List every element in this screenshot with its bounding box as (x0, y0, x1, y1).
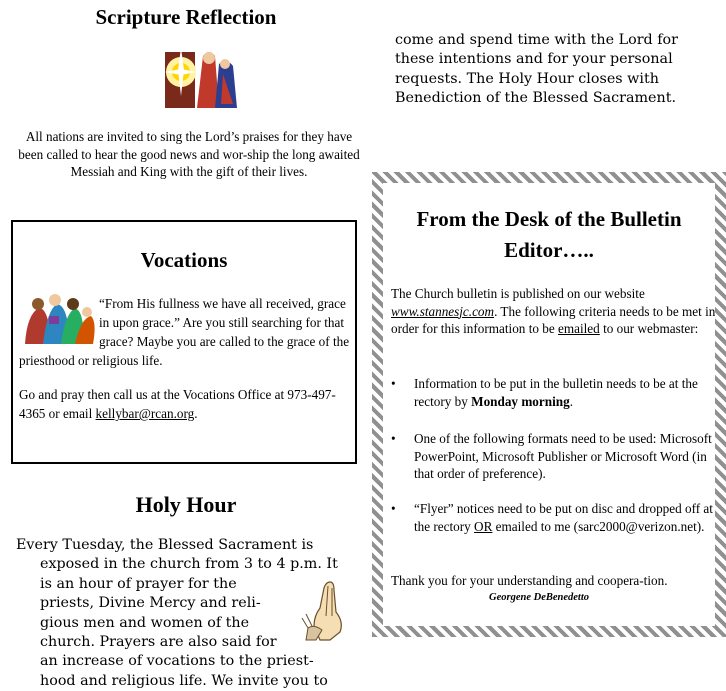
editor-intro-prefix: The Church bulletin is published on our website (391, 286, 645, 301)
holy-hour-title: Holy Hour (135, 492, 237, 517)
bullet-icon: • (391, 431, 396, 446)
holy-hour-line: gious men and women of the (40, 614, 250, 631)
bullet-icon: • (391, 376, 396, 391)
editor-bullet-1 (414, 375, 724, 410)
editor-email-link[interactable]: (sarc2000@verizon.net) (573, 518, 702, 534)
holy-hour-continued-line: Benediction of the Blessed Sacrament. (395, 90, 677, 107)
holy-hour-continued-line: come and spend time with the Lord for (395, 32, 678, 48)
scripture-clipart-icon (163, 44, 241, 110)
vocations-box (11, 220, 357, 464)
vocations-contact-text: Go and pray then call us at the Vocations Office at 973-497-4365 or email (19, 387, 336, 421)
editor-title: From the Desk of the Bulletin Editor….. (416, 207, 682, 262)
website-link[interactable]: www.stannesjc.com (391, 303, 495, 319)
scripture-reflection-text: All nations are invited to sing the Lord’s praises for they have been called to hear the good news and wor-ship the long awaited Messiah and King with the gift of their lives. (18, 129, 360, 179)
holy-hour-continued-line: these intentions and for your personal (395, 51, 673, 68)
holy-hour-line: an increase of vocations to the priest- (40, 653, 314, 670)
vocations-paragraph-2 (19, 385, 353, 423)
editor-intro-middle: . The following criteria needs to be met in order for this information to be (391, 303, 716, 336)
holy-hour-line: Every Tuesday, the Blessed Sacrament is (16, 537, 314, 553)
editor-bullet-3 (414, 500, 724, 535)
editor-signature: Georgene DeBenedetto (489, 592, 590, 603)
holy-hour-line: hood and religious life. We invite you to (40, 672, 328, 689)
holy-hour-continued-text (395, 31, 715, 109)
bullet-3-suffix: . (701, 518, 705, 534)
editor-intro-suffix: to our webmaster: (599, 321, 699, 336)
holy-hour-line: priests, Divine Mercy and reli- (40, 595, 261, 612)
bullet-icon: • (391, 501, 396, 516)
bullet-3-or: OR (474, 518, 493, 534)
bullet-1-deadline: Monday morning (471, 393, 570, 409)
bullet-3-middle: emailed to me (492, 518, 574, 534)
editor-closing: Thank you for your understanding and coopera-tion. (391, 573, 668, 588)
bullet-1-suffix: . (569, 393, 573, 409)
vocations-quote-text: “From His fullness we have all received, grace in upon grace.” Are you still searching for that grace? Maybe you are called to the grace of the priesthood or religious life. (19, 296, 350, 368)
holy-hour-line: is an hour of prayer for the (40, 575, 237, 592)
vocations-paragraph-1 (19, 294, 353, 370)
holy-hour-line: church. Prayers are also said for (40, 634, 277, 651)
vocations-email-link[interactable]: kellybar@rcan.org (95, 406, 195, 421)
bullet-1-prefix: Information to be put in the bulletin needs to be at the rectory by (414, 376, 698, 409)
editor-bullet-2: One of the following formats need to be used: Microsoft PowerPoint, Microsoft Publisher or Microsoft Word (in that order of preference). (414, 431, 712, 481)
praying-hands-icon (300, 580, 350, 642)
editor-intro (391, 285, 721, 338)
vocations-title: Vocations (140, 248, 228, 272)
bullet-3-prefix: “Flyer” notices need to be put on disc and dropped off at the rectory (414, 501, 713, 534)
holy-hour-continued-line: requests. The Holy Hour closes with (395, 70, 659, 87)
emailed-link[interactable]: emailed (558, 321, 600, 336)
holy-hour-line: exposed in the church from 3 to 4 p.m. It (40, 556, 338, 573)
editor-box (372, 172, 726, 637)
vocations-period: . (194, 406, 198, 421)
scripture-reflection-title: Scripture Reflection (95, 5, 277, 29)
